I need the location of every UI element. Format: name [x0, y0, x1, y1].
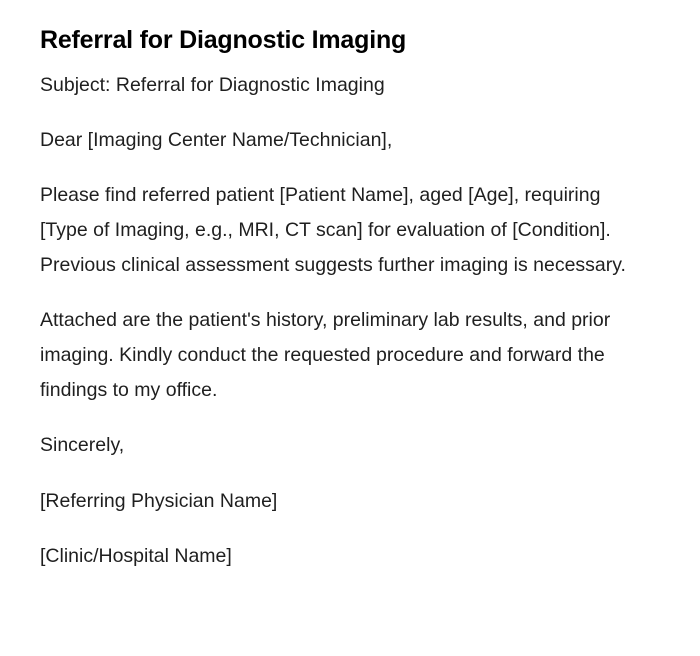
- body-paragraph-referral: Please find referred patient [Patient Name], aged [Age], requiring [Type of Imaging, e.g., MRI, CT scan] for evaluation of [Condition]. Previous clinical assessment suggests further imaging is necessary.: [40, 184, 626, 276]
- document-title: Referral for Diagnostic Imaging: [40, 26, 407, 54]
- closing-line: Sincerely,: [40, 434, 125, 456]
- subject-line: Subject: Referral for Diagnostic Imaging: [40, 74, 385, 96]
- signature-physician-name: [Referring Physician Name]: [40, 490, 278, 512]
- signature-clinic-name: [Clinic/Hospital Name]: [40, 545, 232, 567]
- body-paragraph-attachments: Attached are the patient's history, preliminary lab results, and prior imaging. Kindly conduct the requested procedure and forward the findings to my office.: [40, 309, 611, 401]
- referral-letter: [40, 22, 650, 574]
- greeting-line: Dear [Imaging Center Name/Technician],: [40, 129, 393, 151]
